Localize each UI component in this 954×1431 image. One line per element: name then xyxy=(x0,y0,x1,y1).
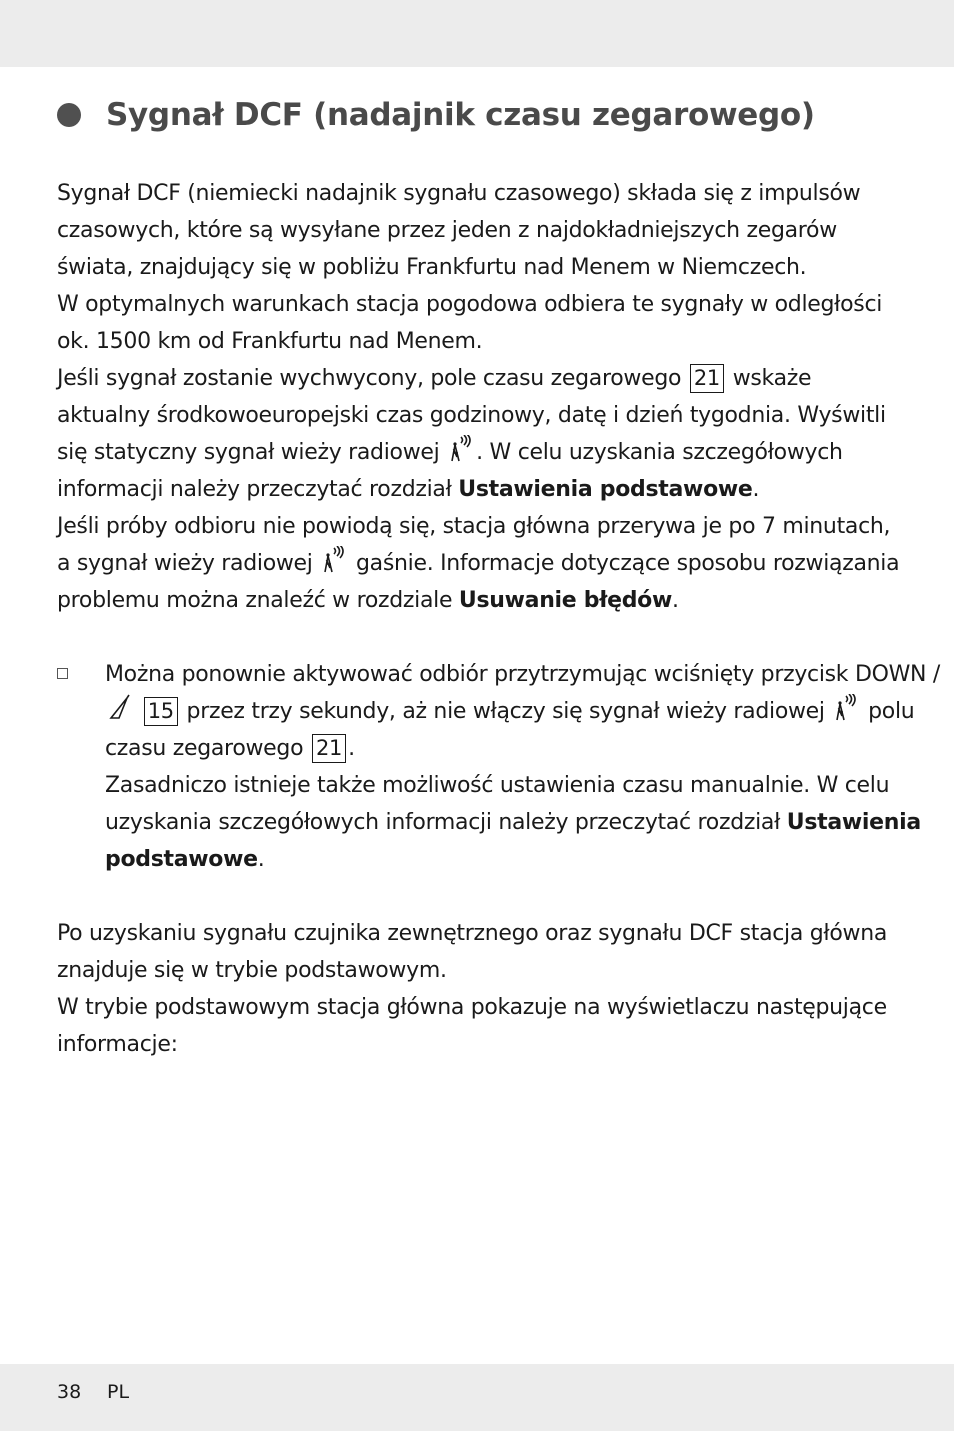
chapter-link-basic-settings: Ustawienia podstawowe xyxy=(458,477,753,502)
bullet-text-4: . xyxy=(348,736,355,761)
para4-text-1: Jeśli próby odbioru nie powiodą się, stacja główna przerywa je po 7 minutach, a sygnał wieży radiowej xyxy=(57,514,891,576)
page-number: 38 xyxy=(57,1381,82,1403)
paragraph-3 xyxy=(57,360,902,508)
paragraph-1: Sygnał DCF (niemiecki nadajnik sygnału czasowego) składa się z impulsów czasowych, które są wysyłane przez jeden z najdokładniejszych zegarów świata, znajdujący się w pobliżu Frankfurtu nad Menem w Niemczech. xyxy=(57,181,861,280)
bullet-text-2: przez trzy sekundy, aż nie włączy się sygnał wieży radiowej xyxy=(186,699,825,724)
language-code: PL xyxy=(107,1381,130,1403)
radio-tower-icon xyxy=(833,694,859,722)
bullet-text-3: polu czasu zegarowego xyxy=(105,699,915,761)
bullet-text-1: Można ponownie aktywować odbiór przytrzymując wciśnięty przycisk DOWN / xyxy=(105,662,941,687)
paragraph-4 xyxy=(57,508,902,619)
para3-text-4: . xyxy=(752,477,760,502)
section-heading xyxy=(57,97,937,133)
ref-number-15: 15 xyxy=(144,697,178,726)
para3-text-2: wskaże aktualny środkowoeuropejski czas godzinowy, datę i dzień tygodnia. Wyświtli się statyczny sygnał wieży radiowej xyxy=(57,366,886,465)
ref-number-21: 21 xyxy=(690,364,724,393)
paragraph-6: W trybie podstawowym stacja główna pokazuje na wyświetlaczu następujące informacje: xyxy=(57,995,887,1057)
bullet-text-6: . xyxy=(257,847,265,872)
radio-tower-icon xyxy=(448,435,474,463)
bullet-text-5: Zasadniczo istnieje także możliwość ustawienia czasu manualnie. W celu uzyskania szczegółowych informacji należy przeczytać rozdział xyxy=(105,773,890,835)
ref-number-21: 21 xyxy=(312,734,346,763)
paragraph-2: W optymalnych warunkach stacja pogodowa odbiera te sygnały w odległości ok. 1500 km od Frankfurtu nad Menem. xyxy=(57,292,883,354)
antenna-icon xyxy=(107,694,133,722)
bullet-item xyxy=(57,656,950,878)
body-text xyxy=(57,175,941,1063)
para3-text-3: . W celu uzyskania szczegółowych informacji należy przeczytać rozdział xyxy=(57,440,843,502)
para4-text-2: gaśnie. Informacje dotyczące sposobu rozwiązania problemu można znaleźć w rozdziale xyxy=(57,551,900,613)
footer-bar xyxy=(0,1364,954,1431)
chapter-link-troubleshooting: Usuwanie błędów xyxy=(458,588,673,613)
header-bar xyxy=(0,0,954,67)
para4-text-3: . xyxy=(672,588,679,613)
heading-bullet-icon xyxy=(57,103,81,127)
radio-tower-icon xyxy=(321,546,347,574)
paragraph-5: Po uzyskaniu sygnału czujnika zewnętrznego oraz sygnału DCF stacja główna znajduje się w trybie podstawowym. xyxy=(57,921,888,983)
heading-text: Sygnał DCF (nadajnik czasu zegarowego) xyxy=(106,97,815,133)
para3-text-1: Jeśli sygnał zostanie wychwycony, pole czasu zegarowego xyxy=(57,366,682,391)
square-bullet-icon xyxy=(57,668,68,679)
chapter-link-basic-settings: Ustawienia podstawowe xyxy=(105,810,921,872)
